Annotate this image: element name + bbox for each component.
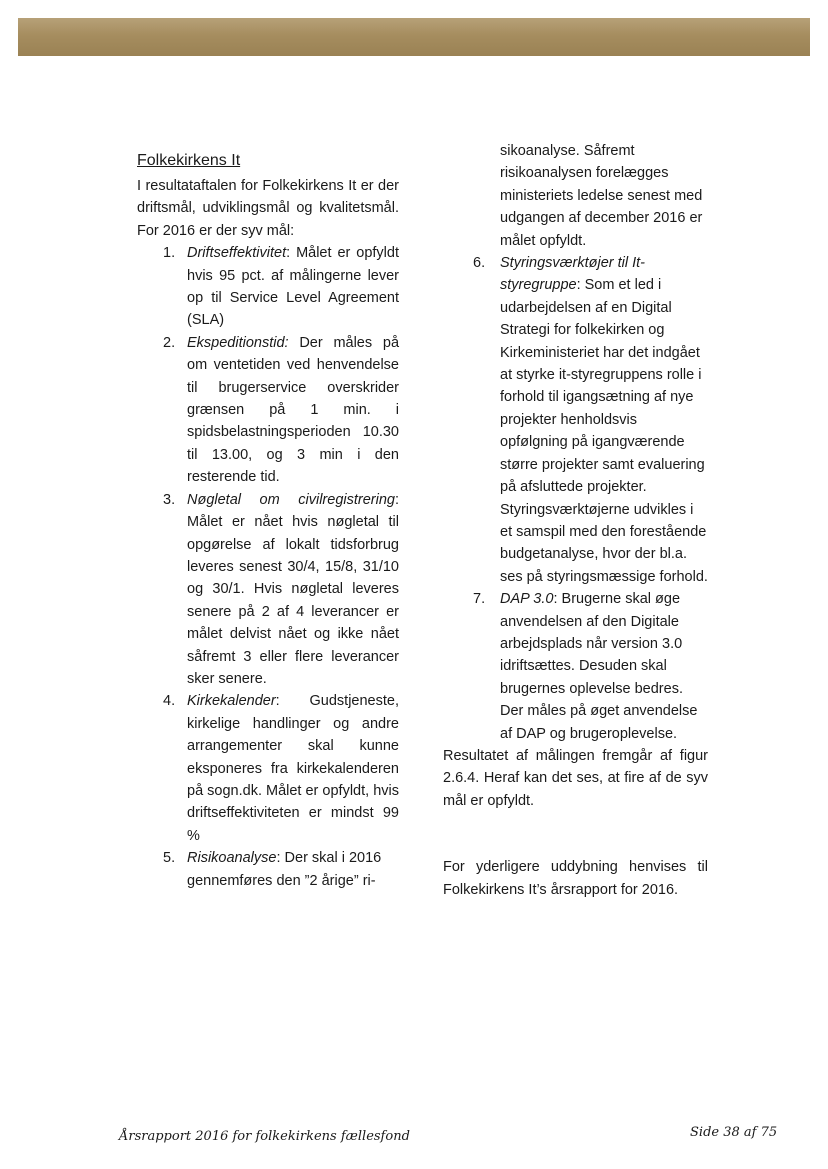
goal-item: 6. Styringsværktøjer til It-styregruppe: Som et led i udarbejdelsen af en Digital Strategi for folkekirken og Kirkeministeriet har det indgået at styrke it-styregruppens rolle i forhold til igangsætning af nye projekter henholdsvis opfølgning på igangværende større projekter samt evaluering på afsluttede projekter. Styringsværktøjerne udvikles i et samspil med den forestående budgetanalyse, hvor der bl.a. ses på styringsmæssige forhold.: [443, 252, 708, 588]
goal-text: Der skal i 2016 gennemføres den ”2 årige” ri-: [187, 850, 382, 889]
goal-text: Målet er nået hvis nøgletal til opgørelse af lokalt tidsforbrug leveres senest 30/4, 15/8, 31/10 og 30/1. Hvis nøgletal leveres senere på 2 af 4 leverancer er målet delvist nået og ikke nået såfremt 3 eller flere leverancer sker senere.: [187, 514, 399, 687]
goal-item: 7. DAP 3.0: Brugerne skal øge anvendelsen af den Digitale arbejdsplads når version 3.0 idriftsættes. Desuden skal brugernes oplevelse bedres. Der måles på øget anvendelse af DAP og brugeroplevelse.: [443, 588, 708, 745]
report-title-footer: Årsrapport 2016 for folkekirkens fællesfond: [119, 1129, 410, 1144]
goal-list-left: [137, 242, 399, 892]
goal-item: 3. Nøgletal om civilregistrering: Målet er nået hvis nøgletal til opgørelse af lokalt tidsforbrug leveres senest 30/4, 15/8, 31/10 og 30/1. Hvis nøgletal leveres senere på 2 af 4 leverancer er målet delvist nået og ikke nået såfremt 3 eller flere leverancer sker senere.: [137, 489, 399, 691]
section-title: Folkekirkens It: [137, 152, 241, 169]
goal-text: Som et led i udarbejdelsen af en Digital Strategi for folkekirken og Kirkeministeriet har det indgået at styrke it-styregruppens rolle i forhold til igangsætning af nye projekter henholdsvis opfølgning på igangværende større projekter samt evaluering på afsluttede projekter. Styringsværktøjerne udvikles i et samspil med den forestående budgetanalyse, hvor der bl.a. ses på styringsmæssige forhold.: [500, 277, 708, 585]
right-column: [443, 140, 708, 901]
goal-term: Kirkekalender: [187, 693, 276, 710]
goal-term: Styringsværktøjer til It-styregruppe: [500, 255, 646, 294]
goal-item: [137, 332, 399, 489]
goal-number: 1.: [163, 245, 176, 262]
goal-continuation: sikoanalyse. Såfremt risikoanalysen forelægges ministeriets ledelse senest med udgangen af december 2016 er målet opfyldt.: [500, 143, 703, 249]
goal-number: 5.: [163, 850, 176, 867]
goal-number: 2.: [163, 334, 176, 351]
header-band: [18, 18, 810, 56]
intro-paragraph: I resultataftalen for Folkekirkens It er der driftsmål, udviklingsmål og kvalitetsmål. For 2016 er der syv mål:: [137, 178, 399, 239]
goal-list-right: [443, 252, 708, 745]
left-column: [137, 140, 399, 892]
goal-item: 1. Driftseffektivitet: Målet er opfyldt hvis 95 pct. af målingerne lever op til Service Level Agreement (SLA): [137, 242, 399, 332]
goal-text: Målet er opfyldt hvis 95 pct. af målingerne lever op til Service Level Agreement (SLA): [187, 245, 399, 329]
goal-term: Risikoanalyse: [187, 850, 277, 867]
goal-term: Nøgletal om civilregistrering: [187, 491, 395, 508]
goal-number: 7.: [473, 591, 486, 608]
reference-paragraph: For yderligere uddybning henvises til Folkekirkens It’s årsrapport for 2016.: [443, 859, 708, 898]
goal-text: Brugerne skal øge anvendelsen af den Digitale arbejdsplads når version 3.0 idriftsættes. Desuden skal brugernes oplevelse bedres. Der måles på øget anvendelse af DAP og brugeroplevelse.: [500, 591, 698, 742]
goal-item: 5. Risikoanalyse: Der skal i 2016 gennemføres den ”2 årige” ri-: [137, 847, 399, 892]
goal-number: 4.: [163, 693, 176, 710]
goal-item: 4. Kirkekalender: Gudstjeneste, kirkelige handlinger og andre arrangementer skal kunne eksponeres fra kirkekalenderen på sogn.dk. Målet er opfyldt, hvis driftseffektiviteten er mindst 99 %: [137, 690, 399, 847]
goal-number: 3.: [163, 491, 176, 508]
goal-term: DAP 3.0: [500, 591, 554, 608]
goal-term: Ekspeditionstid:: [187, 334, 289, 351]
result-paragraph: Resultatet af målingen fremgår af figur 2.6.4. Heraf kan det ses, at fire af de syv mål er opfyldt.: [443, 747, 708, 809]
page-number: Side 38 af 75: [690, 1125, 778, 1140]
goal-term: Driftseffektivitet: [187, 245, 287, 262]
goal-text: Gudstjeneste, kirkelige handlinger og andre arrangementer skal kunne eksponeres fra kirkekalenderen på sogn.dk. Målet er opfyldt, hvis driftseffektiviteten er mindst 99 %: [187, 693, 399, 844]
goal-text: Der måles på om ventetiden ved henvendelse til brugerservice overskrider grænsen på 1 min. i spidsbelastningsperioden 10.30 til 13.00, og 3 min i den resterende tid.: [187, 334, 400, 486]
goal-number: 6.: [473, 255, 486, 272]
